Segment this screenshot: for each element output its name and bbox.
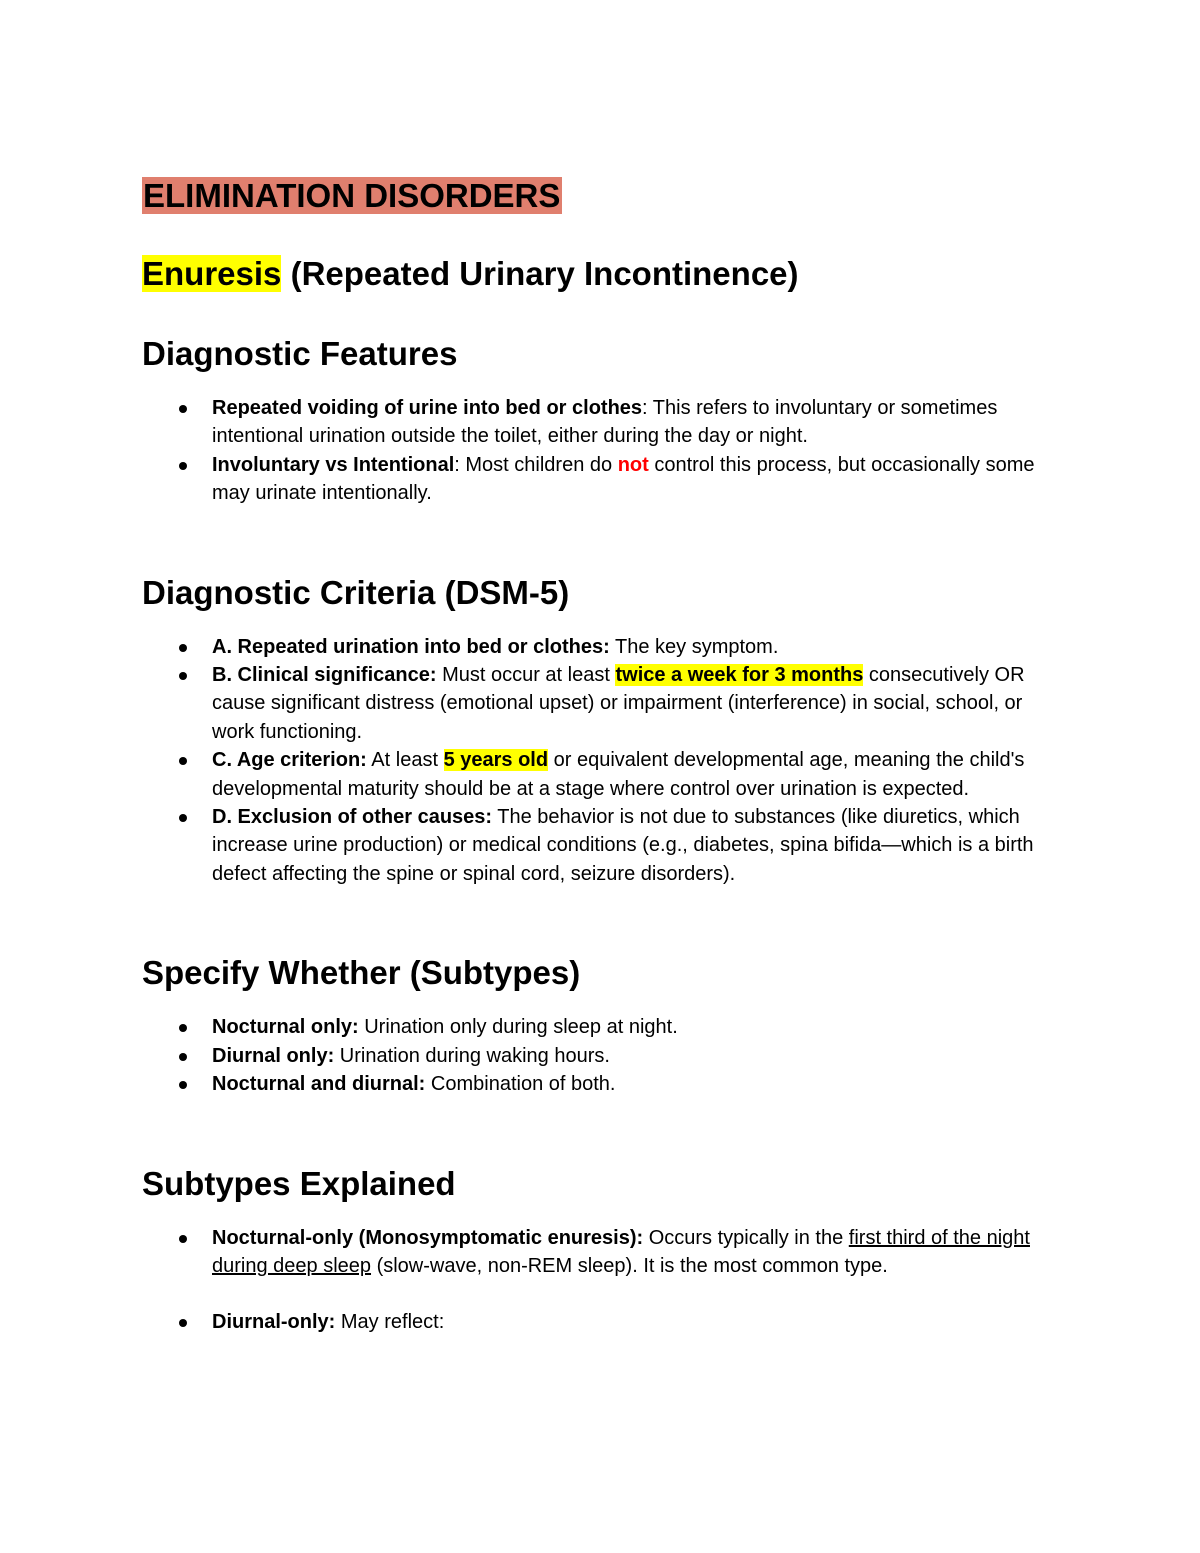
item-text: Combination of both. [425,1073,616,1096]
item-bold: Nocturnal and diurnal: [212,1073,426,1096]
list-item [142,1070,1062,1098]
list-item [142,451,1062,508]
criteria-heading: Diagnostic Criteria (DSM-5) [142,573,570,611]
item-text: : This refers to involuntary or sometimes intentional urination outside the toilet, either during the day or night. [212,397,998,448]
item-bold: Nocturnal only: [212,1016,359,1039]
item-text: The key symptom. [609,635,779,658]
list-item [142,746,1062,803]
subtitle-rest: (Repeated Urinary Incontinence) [281,255,799,292]
features-list [142,394,1062,508]
item-text: May reflect: [335,1311,445,1334]
item-text: Must occur at least [436,664,616,687]
subtitle-highlight: Enuresis [142,255,282,292]
item-bold: Nocturnal-only (Monosymptomatic enuresis): [212,1226,644,1249]
item-text: Urination during waking hours. [334,1044,610,1067]
item-text: The behavior is not due to substances (like diuretics, which increase urine production) or medical conditions (e.g., diabetes, spina bifida—which is a birth defect affecting the spine or spinal cord, seizure disorders). [212,806,1034,885]
item-bold: Diurnal only: [212,1044,335,1067]
item-bold: Involuntary vs Intentional [212,453,455,476]
list-item [142,1013,1062,1041]
item-bold: Repeated voiding of urine into bed or clothes [212,397,643,419]
criteria-list [142,633,1062,889]
document-title [142,176,1062,216]
item-underline: first third of the night during deep sleep [212,1226,1030,1277]
specify-heading: Specify Whether (Subtypes) [142,954,581,992]
item-bold: C. Age criterion: [212,749,367,772]
item-highlight: twice a week for 3 months [615,664,864,687]
item-bold: D. Exclusion of other causes: [212,806,493,829]
subtitle [142,254,1062,294]
item-highlight: 5 years old [443,749,549,772]
item-bold: Diurnal-only: [212,1311,336,1334]
list-item [142,1224,1062,1281]
item-bold: B. Clinical significance: [212,664,437,687]
list-item [142,803,1062,888]
list-item [142,394,1062,451]
item-text: or equivalent developmental age, meaning the child's developmental maturity should be at a stage where control over urination is expected. [212,749,1025,800]
list-item [142,1042,1062,1070]
item-text: Urination only during sleep at night. [358,1016,678,1039]
item-text: At least [366,749,444,772]
item-text: (slow-wave, non-REM sleep). It is the most common type. [371,1254,888,1277]
features-heading: Diagnostic Features [142,335,458,372]
list-item [142,633,1062,661]
item-text: Occurs typically in the [643,1226,849,1249]
title-text: ELIMINATION DISORDERS [143,177,561,214]
item-bold: A. Repeated urination into bed or clothes: [212,635,610,658]
list-item [142,1308,1062,1336]
explained-heading: Subtypes Explained [142,1164,456,1202]
specify-list [142,1013,1062,1098]
item-text: consecutively OR cause significant distress (emotional upset) or impairment (interference) in social, school, or work functioning. [212,664,1025,743]
item-text: control this process, but occasionally some may urinate intentionally. [212,453,1035,505]
item-red-text: not [617,453,649,476]
list-item [142,661,1062,746]
explained-list [142,1224,1062,1337]
item-text: : Most children do [454,453,618,476]
